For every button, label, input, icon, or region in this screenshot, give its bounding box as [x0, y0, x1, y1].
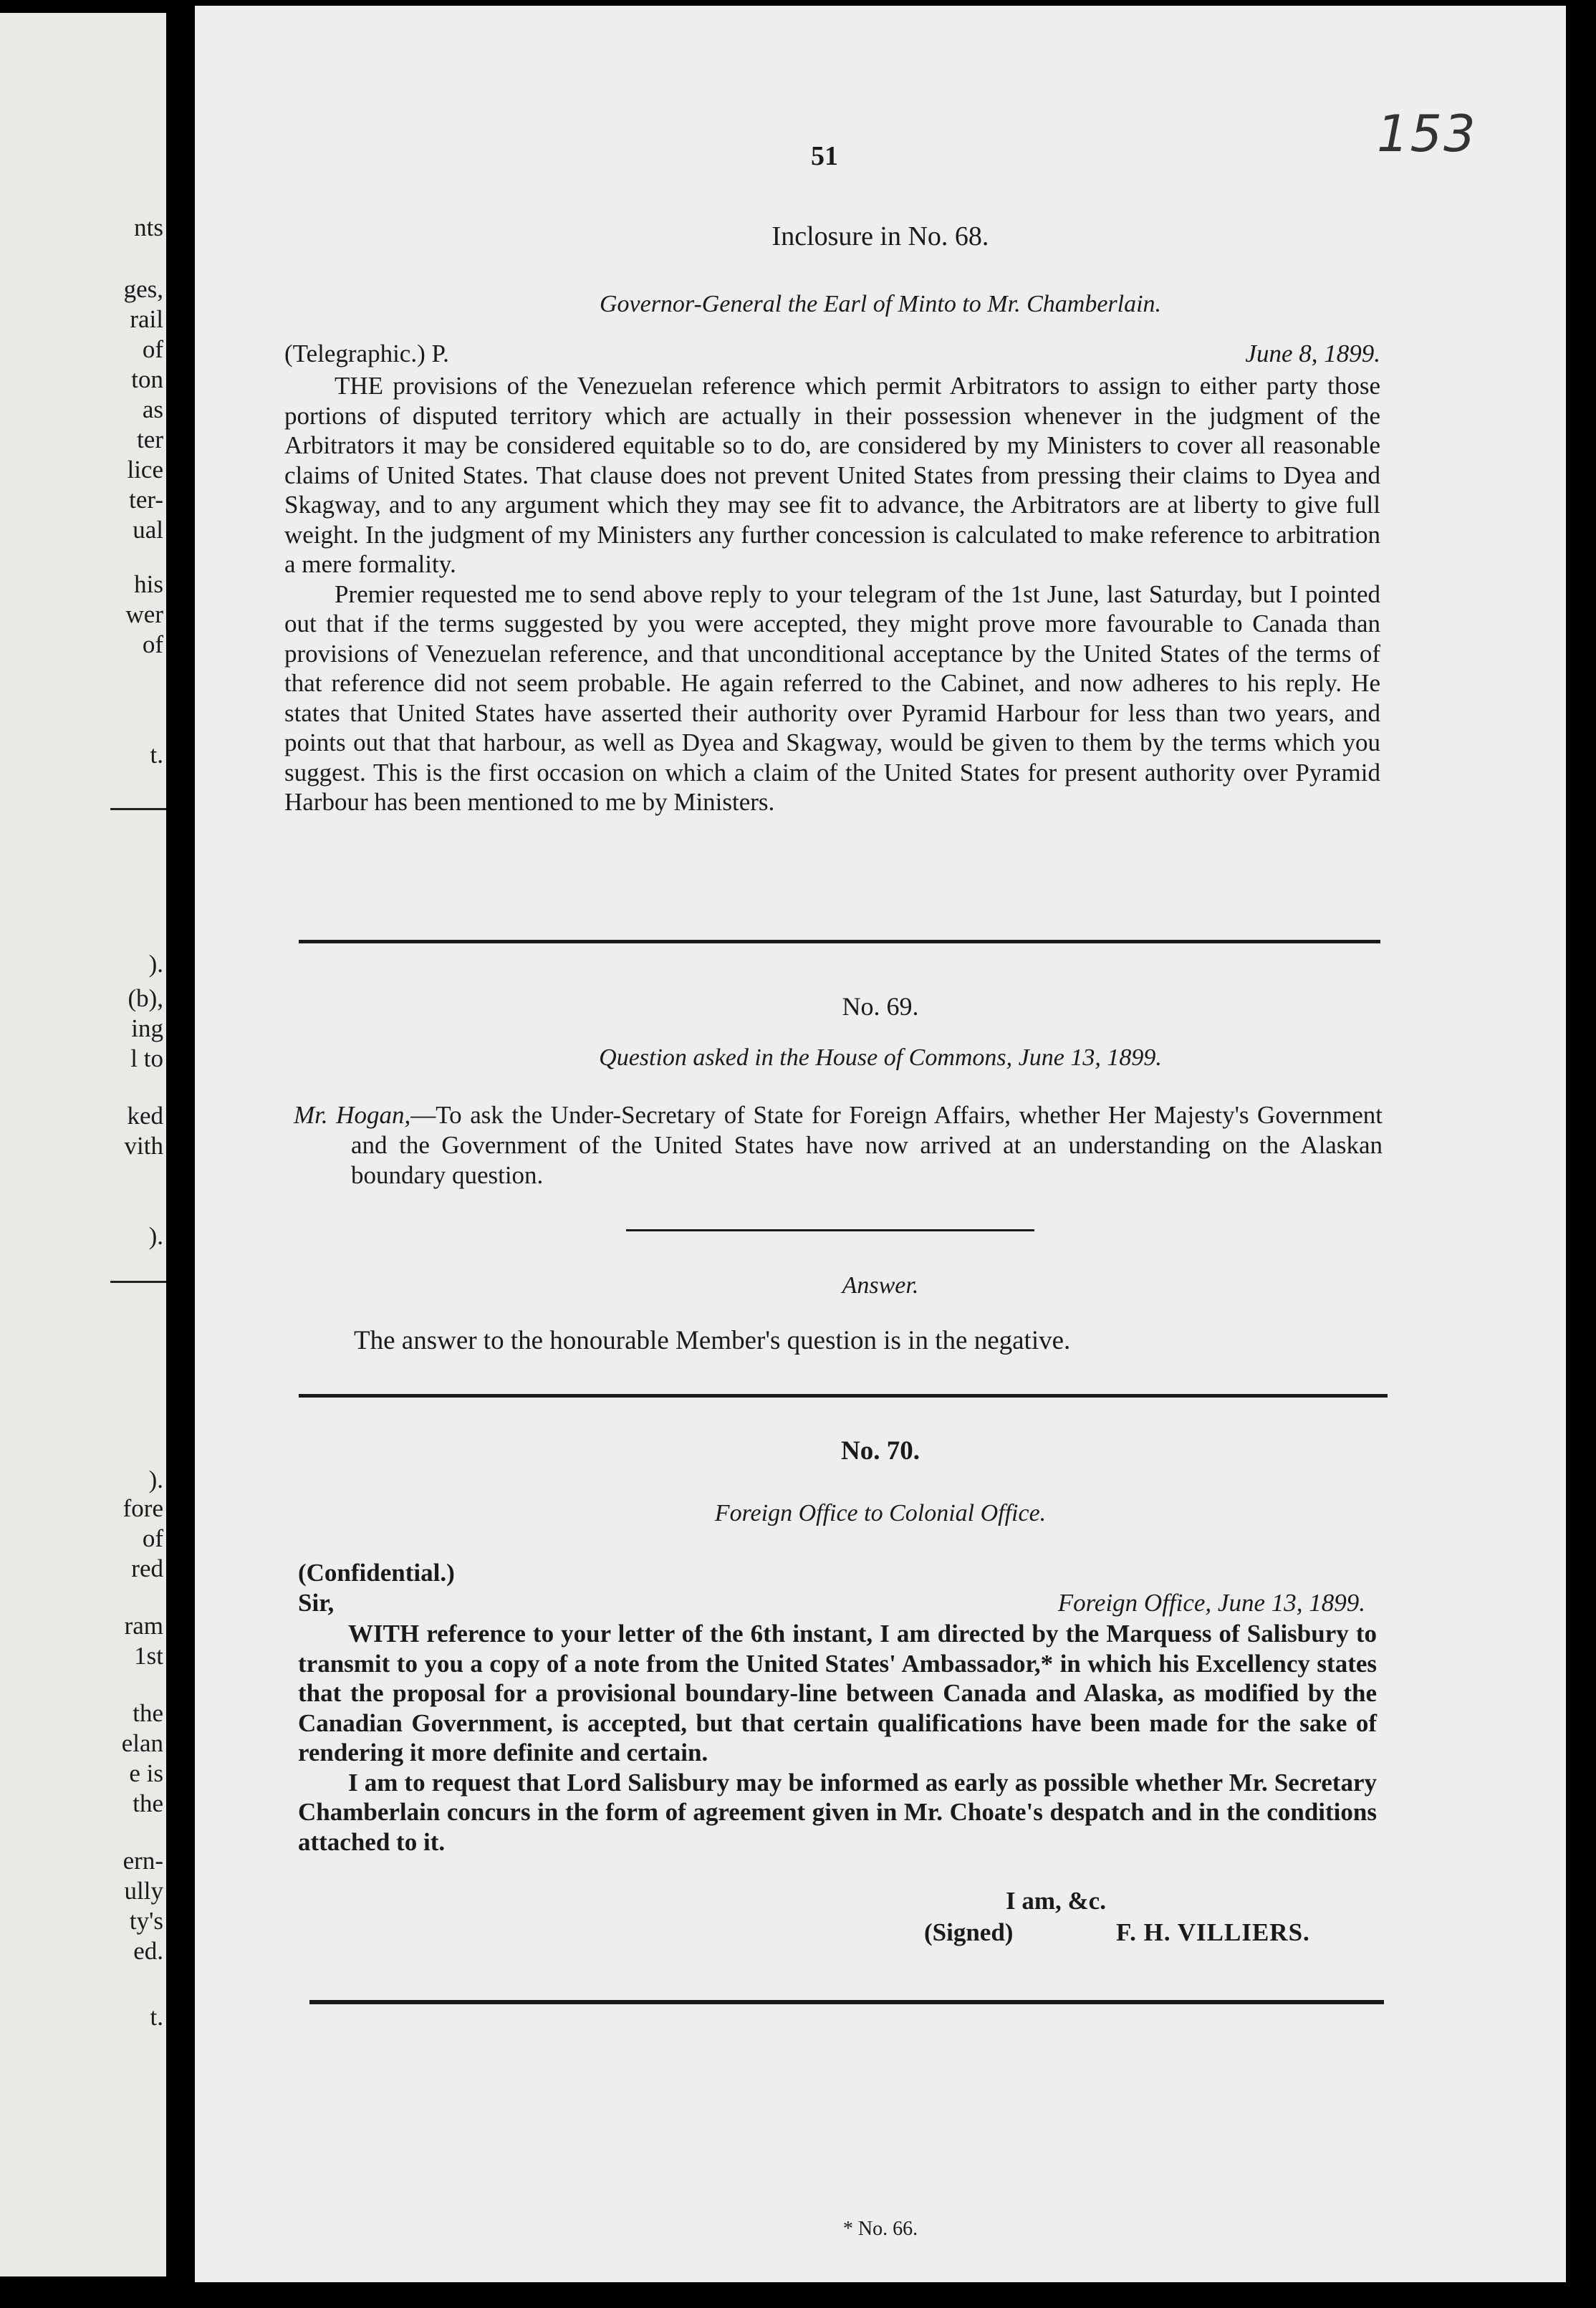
enclosure-dateline [284, 340, 1380, 368]
enclosure-title: Governor-General the Earl of Minto to Mr. Chamberlain. [599, 291, 1162, 317]
left-fragment: ing [131, 1014, 163, 1042]
document-page [195, 6, 1566, 2282]
left-fragment: ked [127, 1102, 163, 1130]
left-fragment: ern- [122, 1847, 163, 1875]
signed-label: (Signed) [924, 1918, 1014, 1946]
no70-paragraph: WITH reference to your letter of the 6th instant, I am directed by the Marquess of Salisbury to transmit to you a copy of a note from the United States' Ambassador,* in which his Excellency states that the proposal for a provisional boundary-line between Canada and Alaska, as modified by the Canadian Government, is accepted, but that certain qualifications have been made for the sake of rendering it more definite and certain. [298, 1620, 1377, 1766]
enclosure-date: June 8, 1899. [1245, 340, 1380, 367]
section-divider [299, 940, 1380, 943]
no69-heading: No. 69. [842, 992, 919, 1021]
left-fragment: ram [124, 1612, 163, 1640]
left-rule [110, 1281, 166, 1283]
left-fragment: ). [148, 1466, 163, 1494]
left-fragment: ). [148, 950, 163, 978]
left-fragment: l to [130, 1044, 163, 1072]
left-fragment: of [142, 335, 163, 363]
left-fragment: of [142, 630, 163, 658]
no70-heading: No. 70. [841, 1436, 920, 1466]
no70-dateline [298, 1589, 1365, 1617]
enclosure-body [284, 371, 1380, 817]
left-fragment: nts [134, 213, 163, 241]
left-fragment: the [133, 1699, 163, 1727]
left-fragment: ton [131, 365, 163, 393]
left-fragment: as [142, 395, 163, 423]
no69-title: Question asked in the House of Commons, June 13, 1899. [599, 1044, 1162, 1071]
left-fragment: ual [133, 516, 163, 544]
confidential-label: (Confidential.) [298, 1559, 455, 1587]
enclosure-paragraph: Premier requested me to send above reply to your telegram of the 1st June, last Saturday, but I pointed out that if the terms suggested by you were accepted, they might prove more favourable to Canada than provisions of Venezuelan reference, and that unconditional acceptance by the United States of the terms of that reference did not seem probable. He again referred to the Cabinet, and now adheres to his reply. He states that United States have asserted their authority over Pyramid Harbour for less than two years, and points out that that harbour, as well as Dyea and Skagway, would be given to them by the terms which you suggest. This is the first occasion on which a claim of the United States for present authority over Pyramid Harbour has been mentioned to me by Ministers. [284, 580, 1380, 816]
left-fragment: ter- [129, 486, 163, 514]
section-divider [309, 2000, 1384, 2004]
footnote: * No. 66. [842, 2218, 918, 2240]
closing: I am, &c. [1006, 1887, 1106, 1915]
left-fragment: vith [124, 1132, 163, 1160]
handwritten-page-number: 153 [1377, 105, 1477, 163]
salutation: Sir, [298, 1589, 335, 1617]
left-fragment: of [142, 1524, 163, 1552]
telegraphic-label: (Telegraphic.) P. [284, 340, 449, 367]
left-fragment: e is [129, 1759, 163, 1787]
enclosure-paragraph: THE provisions of the Venezuelan reference which permit Arbitrators to assign to either party those portions of disputed territory which are actually in their possession whenever in the judgment of the Arbitrators it may be considered equitable so to do, are considered by my Ministers to cover all reasonable claims of United States. That clause does not prevent United States from pressing their claims to Dyea and Skagway, and to any argument which they may see fit to advance, the Arbitrators are at liberty to give full weight. In the judgment of my Ministers any further concession is calculated to make reference to arbitration a mere formality. [284, 372, 1380, 578]
left-fragment: elan [121, 1729, 163, 1757]
left-fragment: lice [127, 456, 163, 484]
left-fragment: rail [130, 305, 163, 333]
left-rule [110, 808, 166, 810]
answer-heading: Answer. [842, 1272, 919, 1299]
section-divider [299, 1394, 1388, 1398]
left-fragment: the [133, 1789, 163, 1817]
left-fragment: fore [122, 1494, 163, 1522]
left-facing-page [0, 13, 166, 2276]
left-fragment: (b), [128, 984, 163, 1012]
left-fragment: wer [125, 600, 163, 628]
no70-date: Foreign Office, June 13, 1899. [1057, 1589, 1365, 1617]
no70-title: Foreign Office to Colonial Office. [714, 1500, 1047, 1526]
signatory: F. H. VILLIERS. [1116, 1918, 1310, 1946]
short-divider [626, 1229, 1034, 1231]
left-fragment: 1st [134, 1642, 163, 1670]
book-gutter [166, 0, 195, 2308]
left-fragment: ges, [123, 275, 163, 303]
left-fragment: his [134, 570, 163, 598]
left-fragment: ty's [129, 1907, 163, 1935]
left-fragment: ter [137, 425, 163, 453]
questioner-name: Mr. Hogan, [294, 1101, 411, 1129]
question-text: —To ask the Under-Secretary of State for Foreign Affairs, whether Her Majesty's Government and the Government of the United States have now arrived at an understanding on the Alaskan boundary question. [351, 1101, 1383, 1189]
left-fragment: ully [124, 1877, 163, 1905]
enclosure-heading: Inclosure in No. 68. [771, 221, 989, 251]
answer-text: The answer to the honourable Member's question is in the negative. [354, 1326, 1071, 1355]
no70-body [298, 1619, 1377, 1857]
no70-paragraph: I am to request that Lord Salisbury may be informed as early as possible whether Mr. Secretary Chamberlain concurs in the form of agreement given in Mr. Choate's despatch and in the conditions attached to it. [298, 1768, 1377, 1856]
no69-question [294, 1100, 1383, 1191]
left-fragment: t. [150, 2003, 163, 2031]
page-folio: 51 [811, 141, 838, 171]
left-fragment: red [131, 1554, 163, 1582]
left-fragment: ed. [133, 1937, 163, 1965]
left-fragment: t. [150, 741, 163, 769]
left-fragment: ). [148, 1222, 163, 1250]
